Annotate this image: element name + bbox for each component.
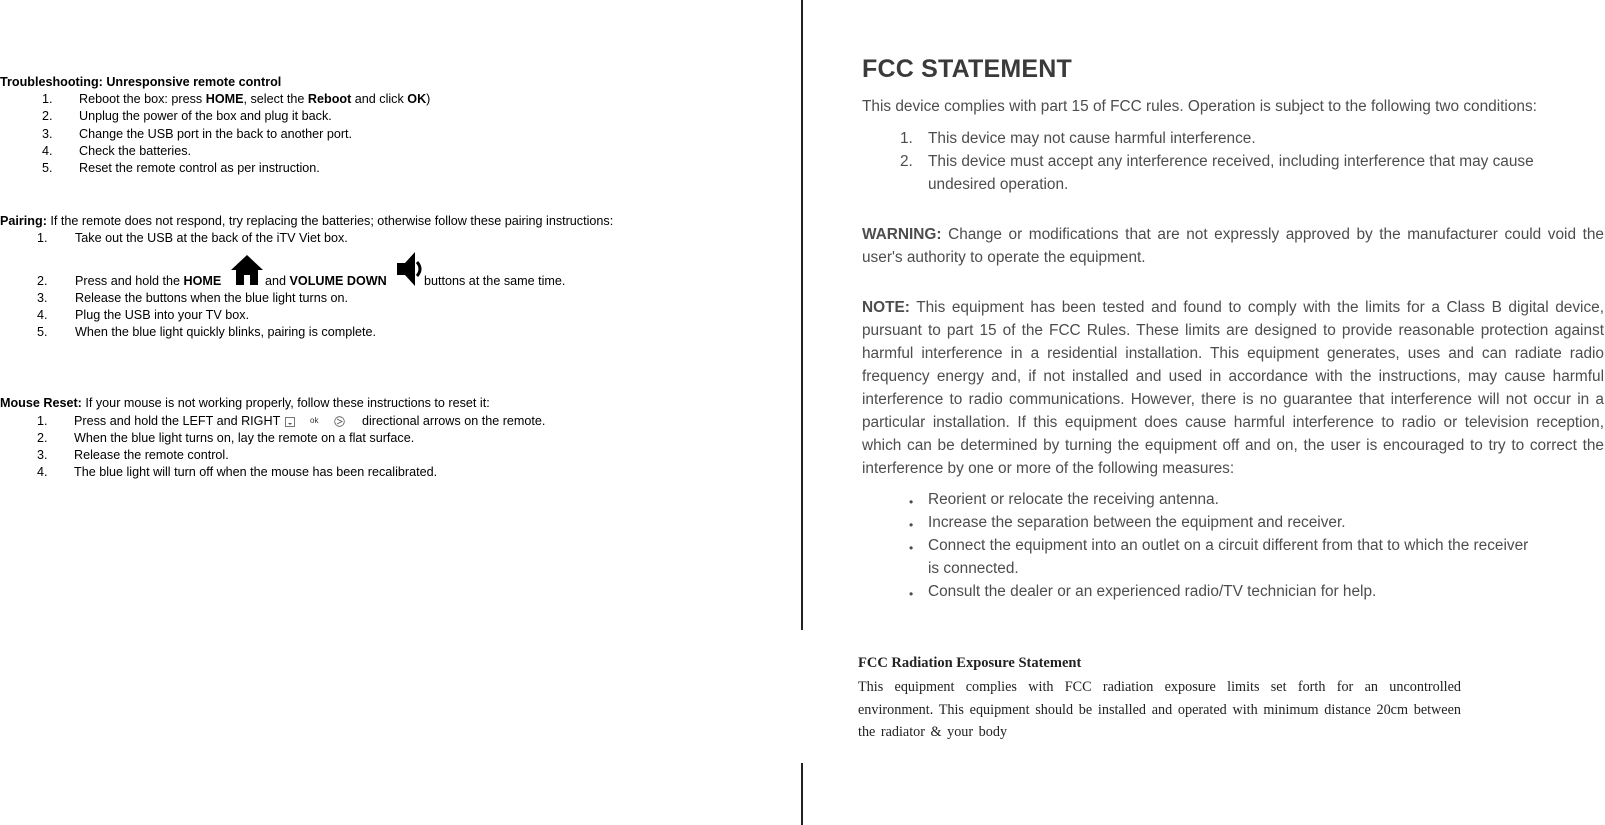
troubleshooting-step-1: Reboot the box: press HOME, select the Reboot and click OK) <box>79 92 431 106</box>
pairing-step-2-cont: and VOLUME DOWN <box>265 274 387 288</box>
list-number: 4. <box>37 465 48 479</box>
pairing-step-2: Press and hold the HOME <box>75 274 222 288</box>
left-arrow-icon <box>285 417 295 427</box>
troubleshooting-step-3: Change the USB port in the back to another port. <box>79 127 353 141</box>
measure-item: Increase the separation between the equipment and receiver. <box>928 514 1346 531</box>
fcc-intro: This device complies with part 15 of FCC rules. Operation is subject to the following two conditions: <box>862 98 1537 115</box>
pairing-step-5: When the blue light quickly blinks, pairing is complete. <box>75 325 377 339</box>
bullet: • <box>909 495 914 509</box>
list-number: 4. <box>42 144 53 158</box>
list-number: 2. <box>37 274 48 288</box>
list-number: 3. <box>37 448 48 462</box>
list-number: 3. <box>37 291 48 305</box>
mouse-reset-step-1-end: directional arrows on the remote. <box>362 414 546 428</box>
radiation-title: FCC Radiation Exposure Statement <box>858 655 1082 671</box>
troubleshooting-title: Troubleshooting: Unresponsive remote control <box>0 75 282 89</box>
list-number: 3. <box>42 127 53 141</box>
right-arrow-icon <box>334 416 345 427</box>
list-number: 5. <box>37 325 48 339</box>
mouse-reset-step-2: When the blue light turns on, lay the remote on a flat surface. <box>74 431 415 445</box>
troubleshooting-step-5: Reset the remote control as per instruction. <box>79 161 320 175</box>
mouse-reset-step-1: Press and hold the LEFT and RIGHT <box>74 414 281 428</box>
bullet: • <box>909 541 914 555</box>
page-title: FCC STATEMENT <box>862 55 1072 83</box>
list-number: 1. <box>900 130 913 147</box>
list-number: 1. <box>42 92 53 106</box>
pairing-step-3: Release the buttons when the blue light turns on. <box>75 291 349 305</box>
pairing-step-2-end: buttons at the same time. <box>424 274 566 288</box>
measure-item: Reorient or relocate the receiving antenna. <box>928 491 1219 508</box>
radiation-body: This equipment complies with FCC radiation exposure limits set forth for an uncontrolled environment. This equipment should be installed and operated with minimum distance 20cm between the radiator & your body <box>858 679 1461 740</box>
list-number: 1. <box>37 231 48 245</box>
note-paragraph: NOTE: This equipment has been tested and found to comply with the limits for a Class B digital device, pursuant to part 15 of the FCC Rules. These limits are designed to provide reasonable protection against harmful interference in a residential installation. This equipment generates, uses and can radiate radio frequency energy and, if not installed and used in accordance with the instructions, may cause harmful interference to radio communications. However, there is no guarantee that interference will not occur in a particular installation. If this equipment does cause harmful interference to radio or television reception, which can be determined by turning the equipment off and on, the user is encouraged to try to correct the interference by one or more of the following measures: <box>862 299 1604 477</box>
fcc-condition-1: This device may not cause harmful interference. <box>928 130 1256 147</box>
volume-down-icon <box>396 250 424 290</box>
fcc-condition-2-cont: undesired operation. <box>928 176 1069 193</box>
ok-button-icon: ok <box>310 416 319 425</box>
measure-item: Connect the equipment into an outlet on a circuit different from that to which the receiver <box>928 537 1529 554</box>
list-number: 2. <box>42 109 53 123</box>
list-number: 2. <box>37 431 48 445</box>
list-number: 5. <box>42 161 53 175</box>
mouse-reset-intro: Mouse Reset: If your mouse is not working properly, follow these instructions to reset it: <box>0 396 490 410</box>
list-number: 1. <box>37 414 48 428</box>
pairing-intro: Pairing: If the remote does not respond, try replacing the batteries; otherwise follow these pairing instructions: <box>0 214 614 228</box>
pairing-step-1: Take out the USB at the back of the iTV Viet box. <box>75 231 348 245</box>
troubleshooting-step-4: Check the batteries. <box>79 144 192 158</box>
list-number: 2. <box>900 153 913 170</box>
mouse-reset-step-3: Release the remote control. <box>74 448 229 462</box>
page-divider-bottom <box>801 763 803 825</box>
troubleshooting-step-2: Unplug the power of the box and plug it back. <box>79 109 332 123</box>
home-icon <box>230 254 264 286</box>
list-number: 4. <box>37 308 48 322</box>
warning-paragraph: WARNING: Change or modifications that are not expressly approved by the manufacturer could void the user's authority to operate the equipment. <box>862 226 1604 266</box>
pairing-step-4: Plug the USB into your TV box. <box>75 308 250 322</box>
measure-item-cont: is connected. <box>928 560 1019 577</box>
page-divider-top <box>801 0 803 630</box>
bullet: • <box>909 518 914 532</box>
measure-item: Consult the dealer or an experienced radio/TV technician for help. <box>928 583 1377 600</box>
bullet: • <box>909 587 914 601</box>
fcc-condition-2: This device must accept any interference received, including interference that may cause <box>928 153 1534 170</box>
mouse-reset-step-4: The blue light will turn off when the mouse has been recalibrated. <box>74 465 438 479</box>
